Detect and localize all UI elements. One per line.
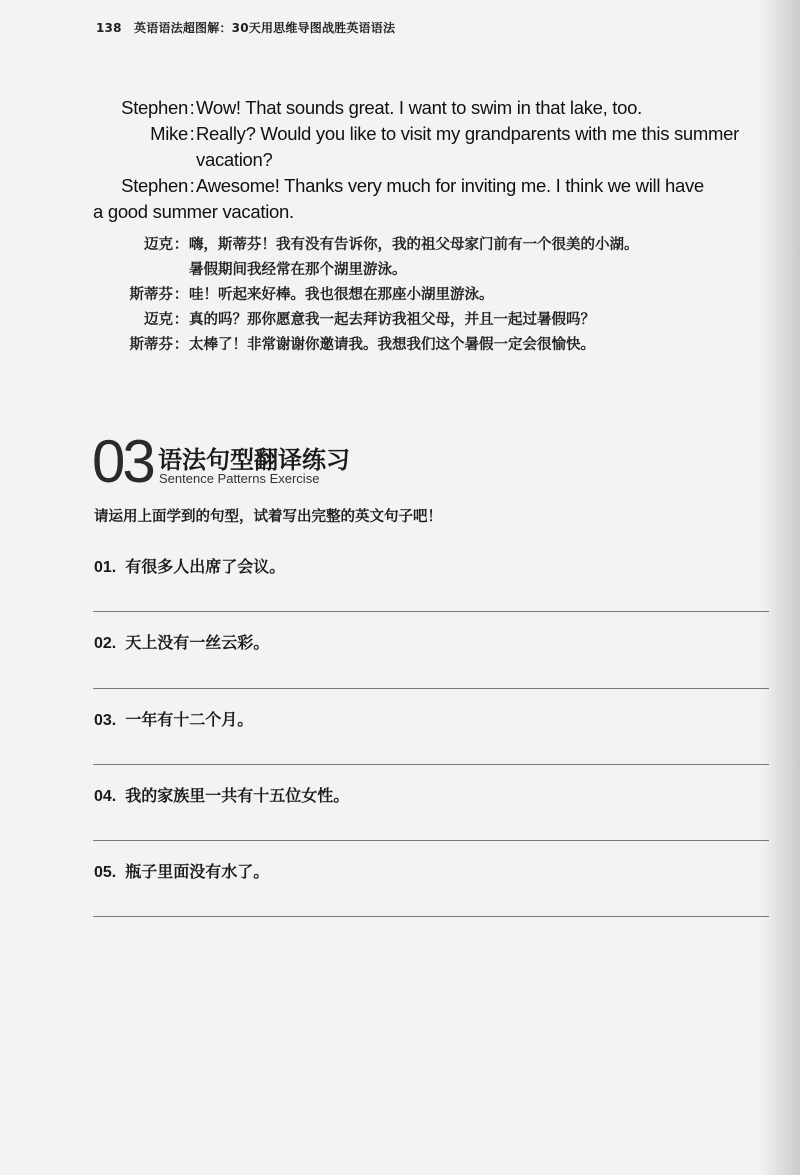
running-header [96, 19, 395, 36]
speaker-colon: ： [173, 237, 189, 253]
exercise-number: 02. [94, 635, 117, 652]
exercise-number: 05. [94, 864, 117, 881]
dialogue-text: 哇！听起来好棒。我也很想在那座小湖里游泳。 [189, 287, 494, 303]
speaker-name: Stephen [121, 97, 188, 118]
answer-line[interactable] [93, 840, 769, 841]
dialogue-text: Awesome! Thanks very much for inviting me. I think we will have [196, 175, 704, 196]
speaker-name: 迈克 [144, 312, 173, 328]
speaker-name: 迈克 [144, 237, 173, 253]
dialogue-zh-line [93, 283, 783, 308]
dialogue-en-line [93, 121, 783, 147]
answer-line[interactable] [93, 611, 769, 612]
speaker-colon: ： [173, 337, 189, 353]
exercise-item [94, 859, 269, 882]
dialogue-text: 嗨，斯蒂芬！我有没有告诉你，我的祖父母家门前有一个很美的小湖。 [189, 237, 639, 253]
speaker-name: 斯蒂芬 [129, 337, 173, 353]
dialogue-en [93, 95, 783, 225]
exercise-prompt: 有很多人出席了会议。 [125, 557, 286, 576]
speaker-name: Mike [150, 123, 188, 144]
speaker-name: 斯蒂芬 [129, 287, 173, 303]
exercise-prompt: 一年有十二个月。 [125, 710, 254, 729]
speaker-colon: ： [173, 287, 189, 303]
speaker-name: Stephen [121, 175, 188, 196]
exercise-prompt: 我的家族里一共有十五位女性。 [125, 786, 350, 805]
exercise-item [94, 630, 269, 653]
speaker-colon: : [189, 175, 195, 196]
page-number: 138 [96, 21, 122, 35]
dialogue-text: Wow! That sounds great. I want to swim in that lake, too. [196, 97, 642, 118]
dialogue-text: 暑假期间我经常在那个湖里游泳。 [189, 262, 407, 278]
exercise-item [94, 707, 253, 730]
answer-line[interactable] [93, 916, 769, 917]
exercise-number: 01. [94, 559, 117, 576]
section-title: 语法句型翻译练习 [158, 446, 350, 474]
dialogue-text: 真的吗？那你愿意我一起去拜访我祖父母，并且一起过暑假吗？ [189, 312, 595, 328]
answer-line[interactable] [93, 764, 769, 765]
answer-line[interactable] [93, 688, 769, 689]
exercise-prompt: 瓶子里面没有水了。 [125, 862, 270, 881]
speaker-colon: ： [173, 312, 189, 328]
dialogue-text: vacation? [196, 149, 273, 170]
dialogue-zh [93, 233, 783, 358]
dialogue-en-line [93, 95, 783, 121]
exercise-item [94, 554, 285, 577]
exercise-item [94, 783, 349, 806]
dialogue-zh-line [93, 333, 783, 358]
section-number: 03 [92, 428, 153, 495]
exercise-number: 04. [94, 788, 117, 805]
dialogue-zh-line [93, 308, 783, 333]
exercise-instruction: 请运用上面学到的句型，试着写出完整的英文句子吧！ [94, 509, 442, 525]
exercise-prompt: 天上没有一丝云彩。 [125, 633, 270, 652]
speaker-colon: : [189, 123, 195, 144]
dialogue-en-line [93, 173, 783, 199]
exercise-number: 03. [94, 712, 117, 729]
dialogue-text-wrap: a good summer vacation. [93, 201, 294, 222]
dialogue-text: 太棒了！非常谢谢你邀请我。我想我们这个暑假一定会很愉快。 [189, 337, 595, 353]
dialogue-text: Really? Would you like to visit my grandparents with me this summer [196, 123, 739, 144]
dialogue-zh-continuation [93, 258, 783, 283]
section-subtitle: Sentence Patterns Exercise [159, 471, 320, 486]
dialogue-zh-line [93, 233, 783, 258]
book-title: 英语语法超图解：30天用思维导图战胜英语语法 [134, 21, 396, 35]
speaker-colon: : [189, 97, 195, 118]
dialogue-en-continuation [93, 147, 783, 173]
